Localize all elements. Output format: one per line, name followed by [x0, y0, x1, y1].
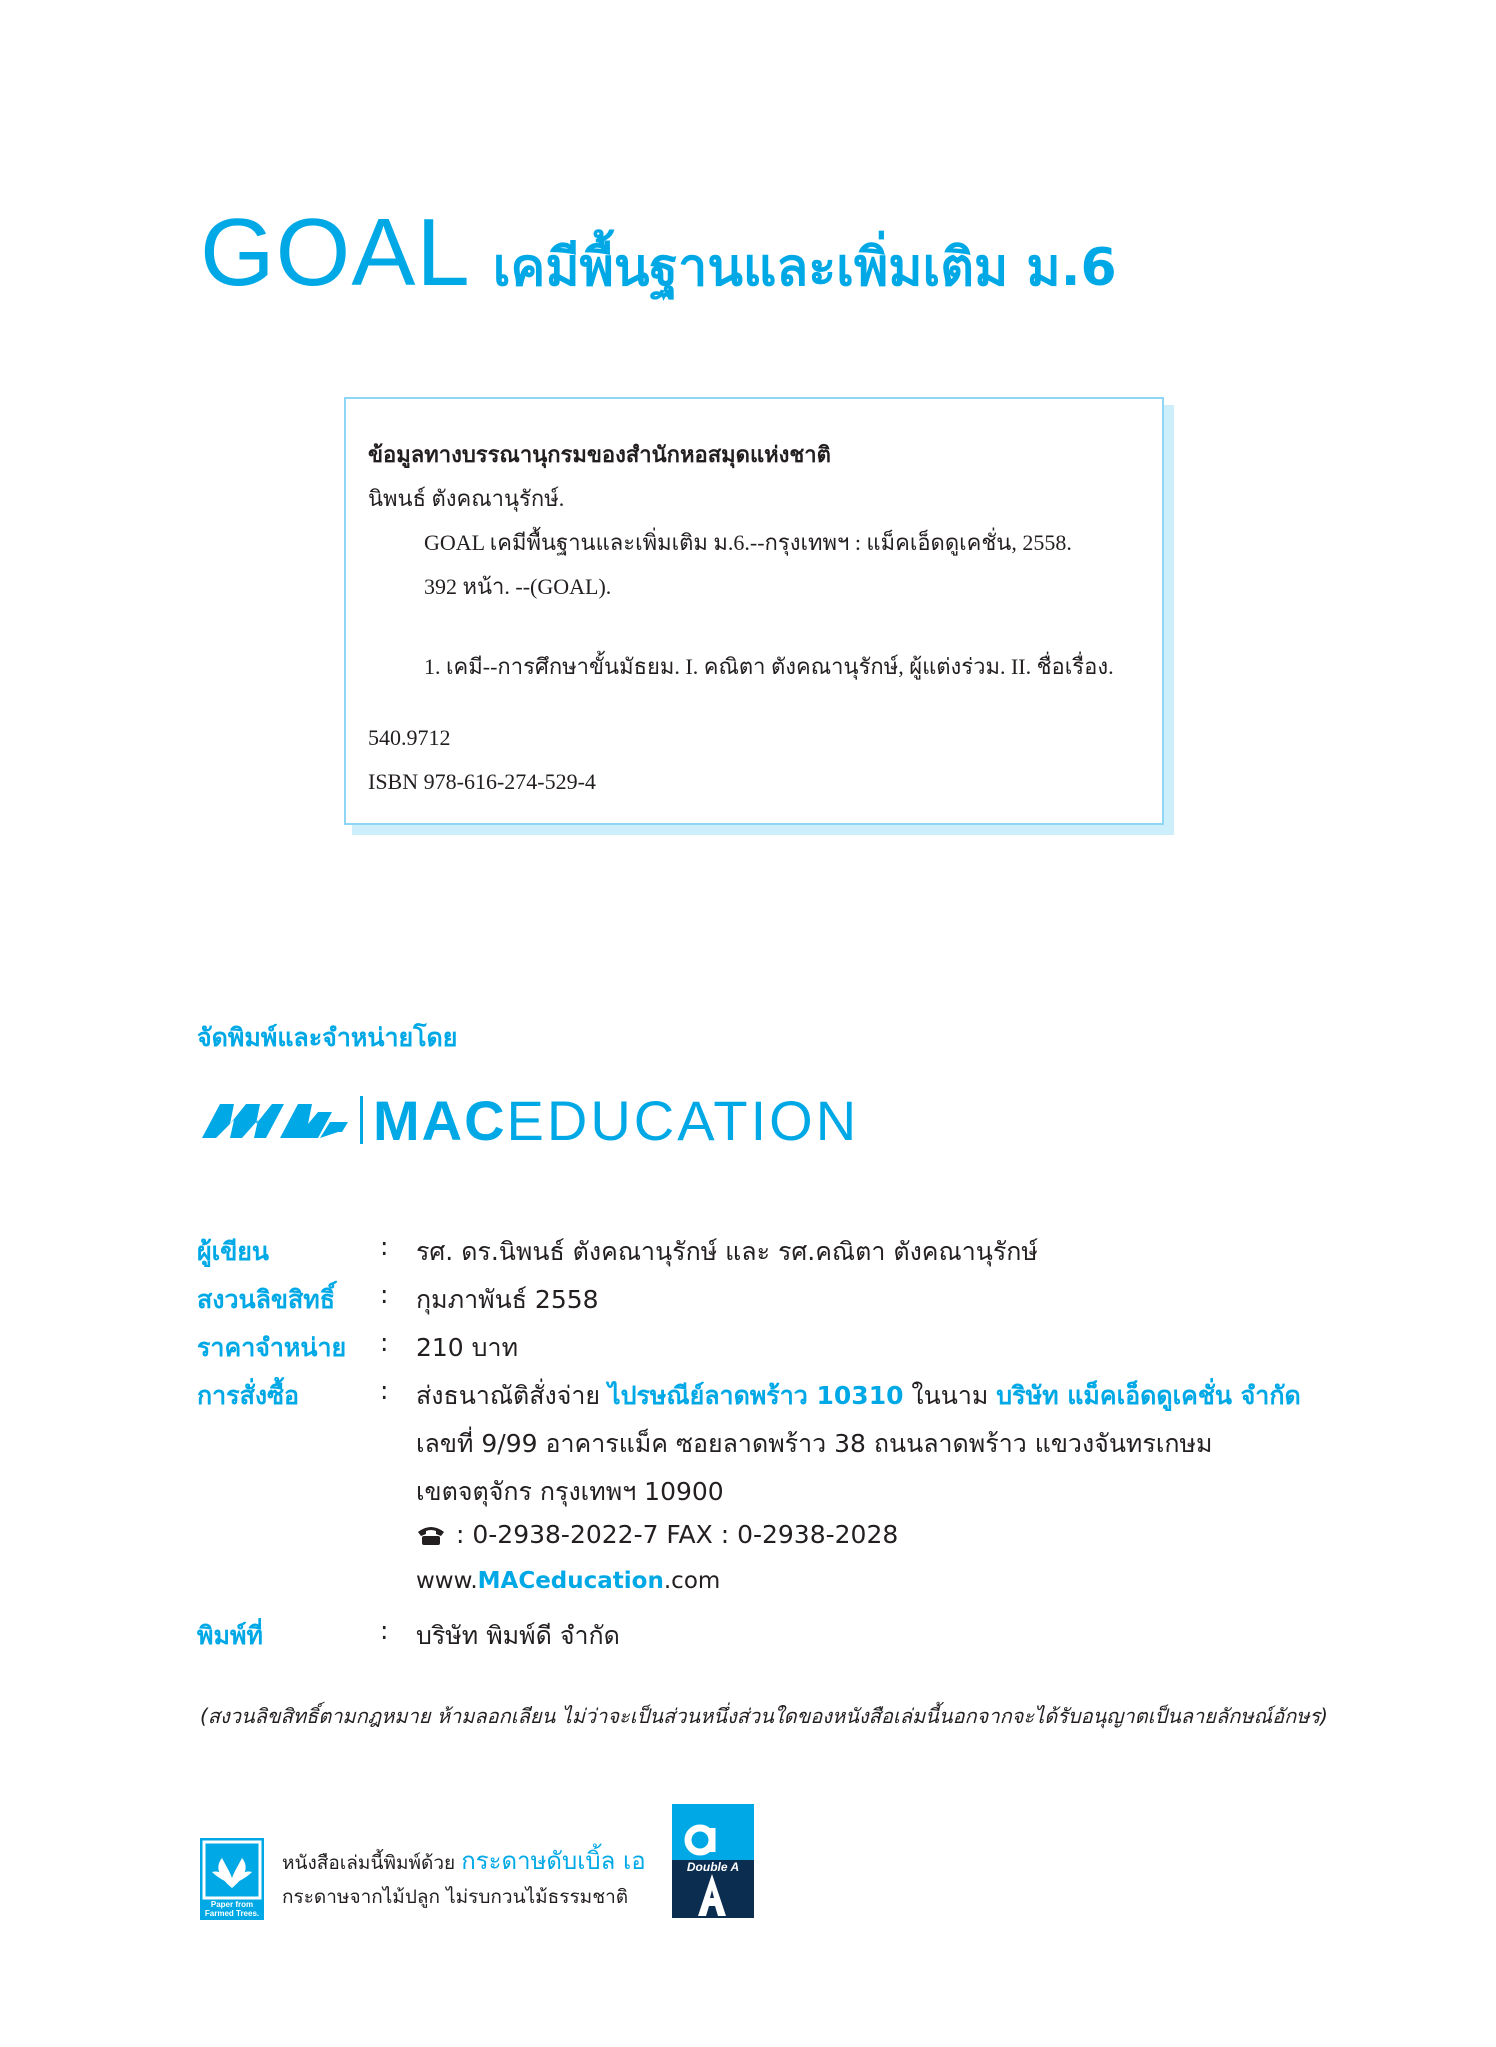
page-title [200, 198, 1117, 308]
order-prefix: ส่งธนาณัติสั่งจ่าย [416, 1381, 609, 1410]
price-value: 210 บาท [416, 1333, 519, 1362]
cip-isbn: ISBN 978-616-274-529-4 [368, 769, 596, 794]
website[interactable] [416, 1568, 720, 1594]
paper-notice [282, 1844, 646, 1914]
cip-heading: ข้อมูลทางบรรณานุกรมของสำนักหอสมุดแห่งชาติ [368, 442, 831, 467]
author-value: รศ. ดร.นิพนธ์ ตังคณานุรักษ์ และ รศ.คณิตา ตังคณานุรักษ์ [416, 1237, 1038, 1266]
title-thai: เคมีพื้นฐานและเพิ่มเติม ม.6 [492, 238, 1117, 298]
printer-colon: : [380, 1616, 389, 1645]
publisher-label: จัดพิมพ์และจำหน่ายโดย [197, 1023, 458, 1052]
tree-logo-caption: Paper from Farmed Trees. [204, 1900, 260, 1918]
double-a-label: Double A [686, 1860, 740, 1874]
logo-divider [360, 1096, 363, 1144]
printer-label: พิมพ์ที่ [197, 1621, 263, 1650]
order-mid: ในนาม [903, 1381, 997, 1410]
address-line1: เลขที่ 9/99 อาคารแม็ค ซอยลาดพร้าว 38 ถนนลาดพร้าว แขวงจันทรเกษม [416, 1429, 1213, 1458]
double-a-logo [672, 1804, 754, 1918]
author-label: ผู้เขียน [197, 1237, 270, 1266]
cip-subjects: 1. เคมี--การศึกษาขั้นมัธยม. I. คณิตา ตังคณานุรักษ์, ผู้แต่งร่วม. II. ชื่อเรื่อง. [424, 654, 1114, 679]
price-colon: : [380, 1328, 389, 1357]
copyright-label: สงวนลิขสิทธิ์ [197, 1285, 336, 1314]
phone-value: : 0-2938-2022-7 FAX : 0-2938-2028 [456, 1520, 899, 1549]
logo-mac-text: MAC [373, 1088, 507, 1152]
cip-line2: 392 หน้า. --(GOAL). [424, 574, 612, 599]
order-company: บริษัท แม็คเอ็ดดูเคชั่น จำกัด [996, 1381, 1301, 1410]
logo-education-text: EDUCATION [506, 1088, 860, 1152]
website-brand: MACeducation [477, 1568, 664, 1594]
website-suffix: .com [663, 1568, 721, 1594]
printer-value: บริษัท พิมพ์ดี จำกัด [416, 1621, 620, 1650]
copyright-value: กุมภาพันธ์ 2558 [416, 1285, 599, 1314]
paper-line2: กระดาษจากไม้ปลูก ไม่รบกวนไม้ธรรมชาติ [282, 1886, 629, 1908]
mac-mark-icon [200, 1098, 350, 1142]
order-value [416, 1376, 1301, 1416]
phone-row [416, 1520, 898, 1549]
cip-box [344, 397, 1164, 825]
order-label: การสั่งซื้อ [197, 1381, 300, 1410]
farmed-trees-logo [200, 1838, 264, 1920]
order-post-office: ไปรษณีย์ลาดพร้าว 10310 [608, 1381, 904, 1410]
author-colon: : [380, 1232, 389, 1261]
address-line2: เขตจตุจักร กรุงเทพฯ 10900 [416, 1477, 724, 1506]
website-prefix: www. [416, 1568, 478, 1594]
telephone-icon [416, 1524, 446, 1546]
order-colon: : [380, 1376, 389, 1405]
price-label: ราคาจำหน่าย [197, 1333, 347, 1362]
mac-education-logo [200, 1090, 859, 1150]
cip-author: นิพนธ์ ตังคณานุรักษ์. [368, 486, 565, 511]
paper-line1: หนังสือเล่มนี้พิมพ์ด้วย กระดาษดับเบิ้ล เอ [282, 1847, 646, 1875]
rights-notice: (สงวนลิขสิทธิ์ตามกฎหมาย ห้ามลอกเลียน ไม่ว่าจะเป็นส่วนหนึ่งส่วนใดของหนังสือเล่มนี้นอกจากจะได้รับอนุญาตเป็นลายลักษณ์อักษร) [200, 1704, 1328, 1728]
title-english: GOAL [200, 199, 471, 306]
cip-classification: 540.9712 [368, 725, 451, 750]
cip-line1: GOAL เคมีพื้นฐานและเพิ่มเติม ม.6.--กรุงเทพฯ : แม็คเอ็ดดูเคชั่น, 2558. [424, 530, 1072, 555]
paper-brand: กระดาษดับเบิ้ล เอ [461, 1847, 646, 1875]
copyright-colon: : [380, 1280, 389, 1309]
